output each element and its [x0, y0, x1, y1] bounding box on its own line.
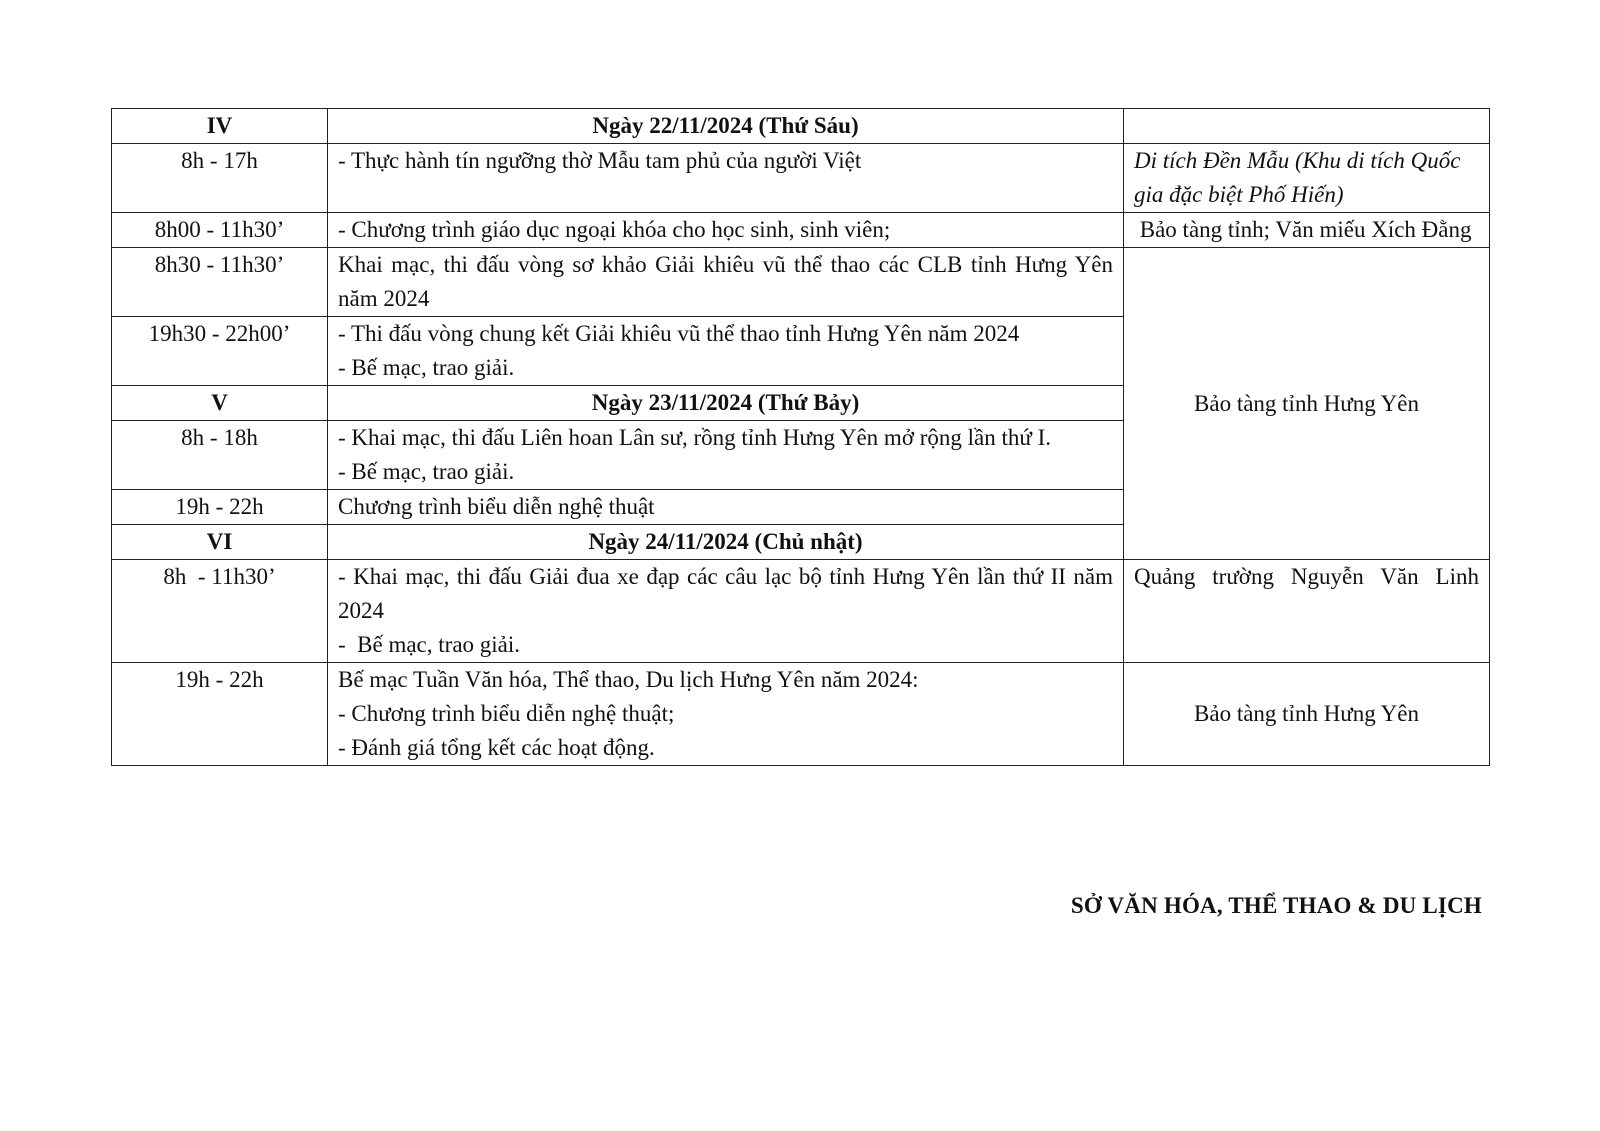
activity-cell [328, 490, 1124, 525]
merged-location-cell: Bảo tàng tỉnh Hưng Yên [1124, 248, 1490, 560]
signature-organization: SỞ VĂN HÓA, THỂ THAO & DU LỊCH [1070, 893, 1482, 918]
time-cell: 19h - 22h [112, 663, 328, 766]
day-number: V [112, 386, 328, 421]
activity-line: - Chương trình biểu diễn nghệ thuật; [338, 701, 675, 726]
activity-line: - Bế mạc, trao giải. [338, 459, 515, 484]
activity-cell [328, 144, 1124, 213]
day-title: Ngày 24/11/2024 (Chủ nhật) [328, 525, 1124, 560]
location-cell: Bảo tàng tỉnh; Văn miếu Xích Đằng [1124, 213, 1490, 248]
day-title: Ngày 22/11/2024 (Thứ Sáu) [328, 109, 1124, 144]
activity-cell [328, 560, 1124, 663]
activity-line: - Thi đấu vòng chung kết Giải khiêu vũ thể thao tỉnh Hưng Yên năm 2024 [338, 321, 1020, 346]
day-header-row [112, 109, 1490, 144]
time-cell: 8h30 - 11h30’ [112, 248, 328, 317]
activity-line: Chương trình biểu diễn nghệ thuật [338, 494, 655, 519]
time-cell: 8h - 17h [112, 144, 328, 213]
activity-line: Bế mạc Tuần Văn hóa, Thể thao, Du lịch Hưng Yên năm 2024: [338, 667, 919, 692]
time-cell: 8h00 - 11h30’ [112, 213, 328, 248]
activity-line: - Bế mạc, trao giải. [338, 355, 515, 380]
activity-cell [328, 248, 1124, 317]
time-cell: 19h30 - 22h00’ [112, 317, 328, 386]
activity-line: - Bế mạc, trao giải. [338, 632, 521, 657]
location-cell: Bảo tàng tỉnh Hưng Yên [1124, 663, 1490, 766]
time-cell: 19h - 22h [112, 490, 328, 525]
location-line: Quảng trường Nguyễn Văn Linh [1134, 564, 1479, 589]
day-number: IV [112, 109, 328, 144]
activity-line: - Khai mạc, thi đấu Giải đua xe đạp các câu lạc bộ tỉnh Hưng Yên lần thứ II năm 2024 [338, 564, 1113, 623]
time-cell: 8h - 11h30’ [112, 560, 328, 663]
table-row [112, 213, 1490, 248]
activity-cell [328, 421, 1124, 490]
day-title: Ngày 23/11/2024 (Thứ Bảy) [328, 386, 1124, 421]
table-row [112, 144, 1490, 213]
location-cell: Di tích Đền Mẫu (Khu di tích Quốc gia đặc biệt Phố Hiến) [1124, 144, 1490, 213]
activity-line: - Chương trình giáo dục ngoại khóa cho học sinh, sinh viên; [338, 217, 891, 242]
activity-cell [328, 663, 1124, 766]
activity-line: - Đánh giá tổng kết các hoạt động. [338, 735, 655, 760]
day-number: VI [112, 525, 328, 560]
location-cell [1124, 560, 1490, 663]
time-cell: 8h - 18h [112, 421, 328, 490]
table-row [112, 560, 1490, 663]
activity-cell [328, 317, 1124, 386]
schedule-table [111, 108, 1490, 766]
activity-line: - Khai mạc, thi đấu Liên hoan Lân sư, rồng tỉnh Hưng Yên mở rộng lần thứ I. [338, 425, 1051, 450]
activity-cell [328, 213, 1124, 248]
activity-line: - Thực hành tín ngưỡng thờ Mẫu tam phủ của người Việt [338, 148, 862, 173]
table-row [112, 248, 1490, 317]
location-cell-empty [1124, 109, 1490, 144]
activity-line: Khai mạc, thi đấu vòng sơ khảo Giải khiêu vũ thể thao các CLB tỉnh Hưng Yên năm 2024 [338, 252, 1113, 311]
table-row [112, 663, 1490, 766]
